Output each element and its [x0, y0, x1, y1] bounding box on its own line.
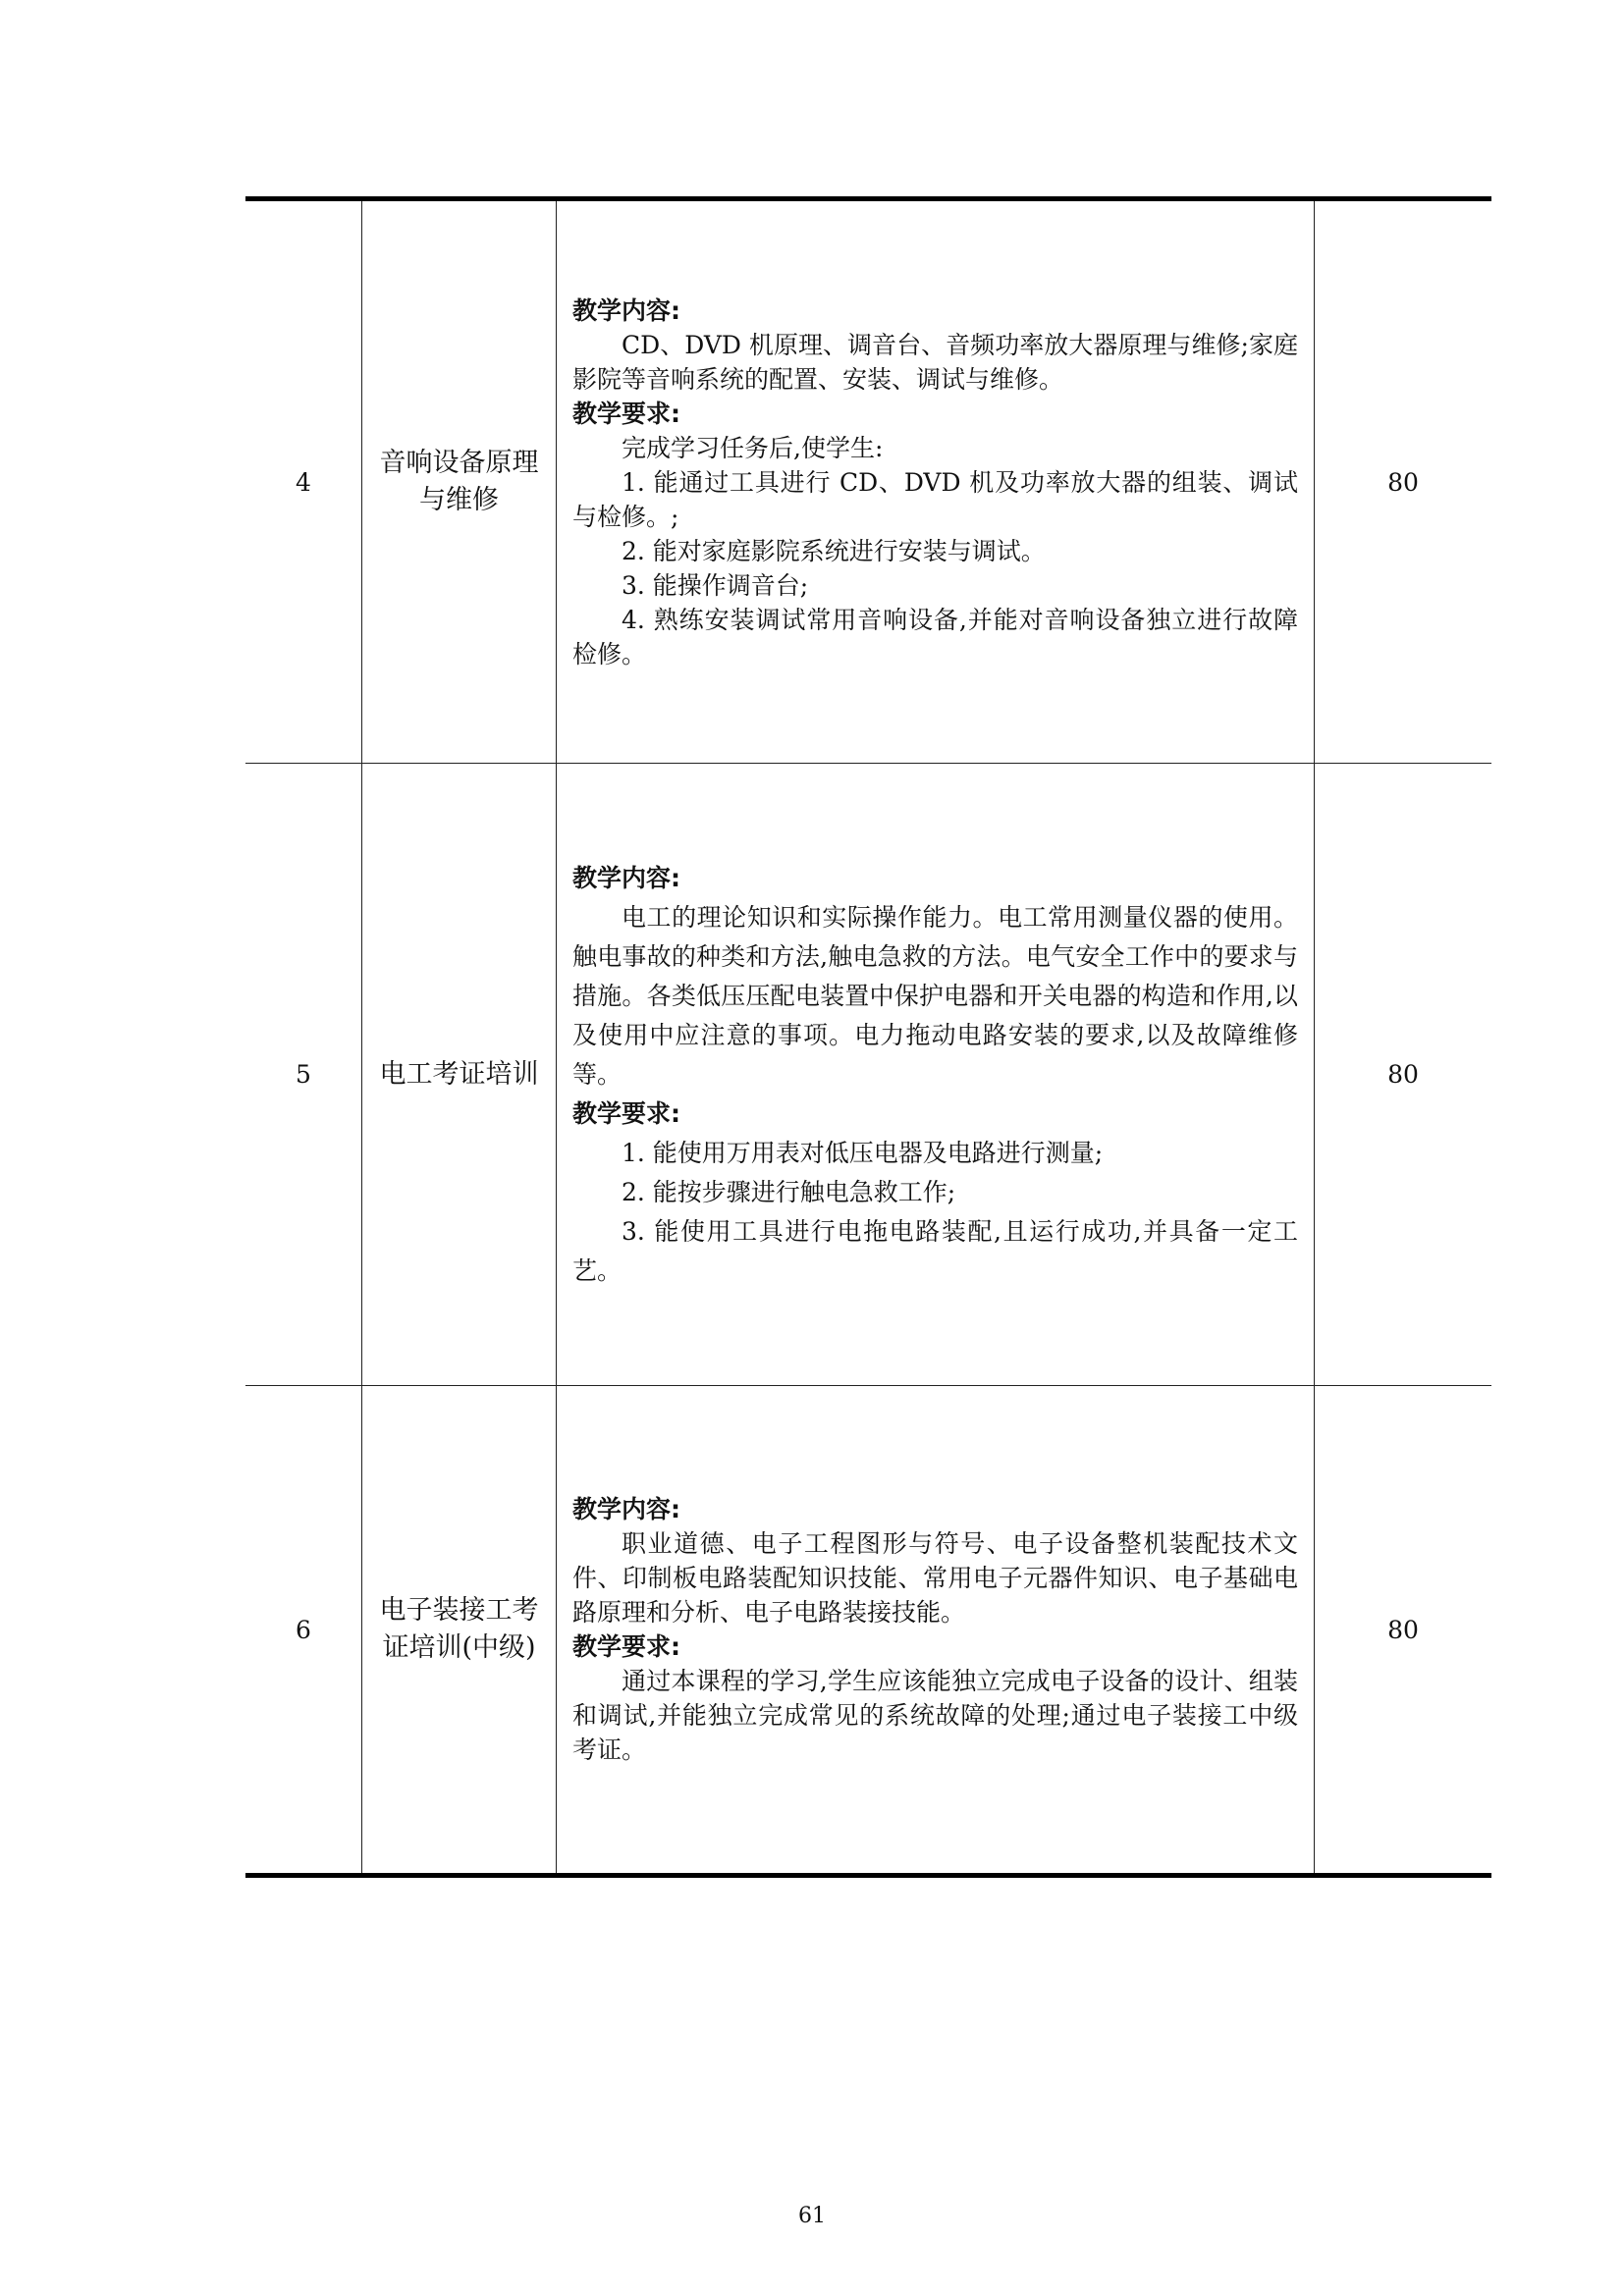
- course-name: 电子装接工考证培训(中级): [362, 1386, 557, 1876]
- requirement-item: 2. 能对家庭影院系统进行安装与调试。: [622, 536, 1046, 565]
- table-row: [245, 1386, 1491, 1876]
- course-hours: 80: [1315, 1386, 1492, 1876]
- requirements-heading: 教学要求:: [572, 399, 680, 428]
- row-number: 4: [245, 199, 362, 764]
- course-name: 音响设备原理与维修: [362, 199, 557, 764]
- content-text: 职业道德、电子工程图形与符号、电子设备整机装配技术文件、印制板电路装配知识技能、常用电子元器件知识、电子基础电路原理和分析、电子电路装接技能。: [572, 1529, 1298, 1627]
- course-name: 电工考证培训: [362, 764, 557, 1386]
- course-description: [557, 199, 1315, 764]
- requirement-item: 3. 能使用工具进行电拖电路装配,且运行成功,并具备一定工艺。: [572, 1216, 1298, 1285]
- content-heading: 教学内容:: [572, 863, 680, 892]
- row-number: 6: [245, 1386, 362, 1876]
- course-hours: 80: [1315, 764, 1492, 1386]
- requirement-item: 1. 能使用万用表对低压电器及电路进行测量;: [622, 1138, 1104, 1167]
- requirement-item: 4. 熟练安装调试常用音响设备,并能对音响设备独立进行故障检修。: [572, 605, 1298, 668]
- requirements-heading: 教学要求:: [572, 1632, 680, 1661]
- row-number: 5: [245, 764, 362, 1386]
- content-text: 电工的理论知识和实际操作能力。电工常用测量仪器的使用。触电事故的种类和方法,触电急救的方法。电气安全工作中的要求与措施。各类低压压配电装置中保护电器和开关电器的构造和作用,以及使用中应注意的事项。电力拖动电路安装的要求,以及故障维修等。: [572, 902, 1298, 1089]
- course-description: [557, 1386, 1315, 1876]
- course-hours: 80: [1315, 199, 1492, 764]
- content-heading: 教学内容:: [572, 1495, 680, 1523]
- page-number: 61: [798, 2204, 826, 2228]
- content-text: CD、DVD 机原理、调音台、音频功率放大器原理与维修;家庭影院等音响系统的配置、安装、调试与维修。: [572, 330, 1298, 394]
- requirements-intro: 完成学习任务后,使学生:: [622, 433, 884, 462]
- table-row: [245, 199, 1491, 764]
- curriculum-table: [245, 196, 1491, 1878]
- requirement-item: 1. 能通过工具进行 CD、DVD 机及功率放大器的组装、调试与检修。;: [572, 467, 1298, 531]
- requirement-item: 2. 能按步骤进行触电急救工作;: [622, 1177, 956, 1206]
- requirements-text: 通过本课程的学习,学生应该能独立完成电子设备的设计、组装和调试,并能独立完成常见的系统故障的处理;通过电子装接工中级考证。: [572, 1667, 1298, 1764]
- content-heading: 教学内容:: [572, 295, 680, 325]
- requirement-item: 3. 能操作调音台;: [622, 570, 809, 600]
- requirements-heading: 教学要求:: [572, 1098, 680, 1128]
- table-row: [245, 764, 1491, 1386]
- course-description: [557, 764, 1315, 1386]
